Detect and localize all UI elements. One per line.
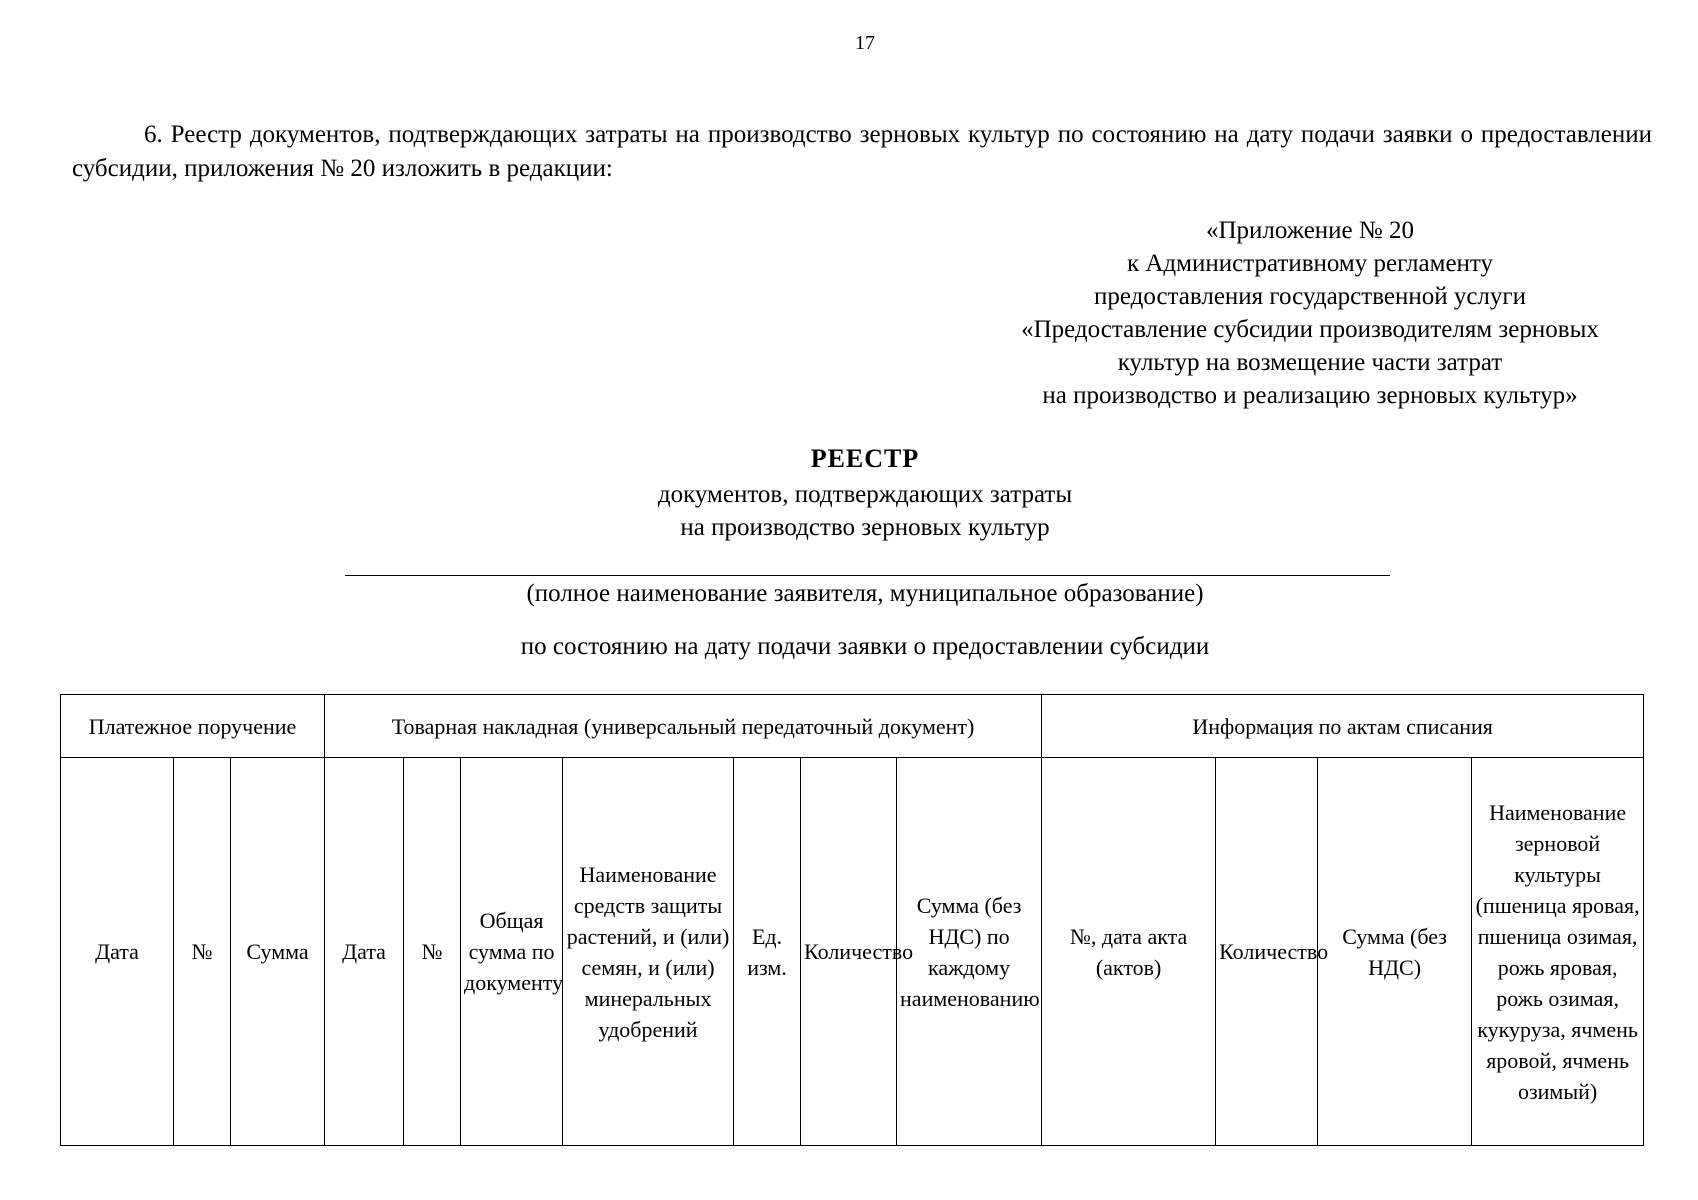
col-header-invoice-number: № xyxy=(404,758,461,1146)
appendix-line: к Административному регламенту xyxy=(1126,250,1494,277)
intro-paragraph: 6. Реестр документов, подтверждающих затраты на производство зерновых культур по состоянию на дату подачи заявки о предоставлении субсидии, приложения № 20 изложить в редакции: xyxy=(72,121,1652,182)
col-header-act-number-date: №, дата акта (актов) xyxy=(1042,758,1216,1146)
col-header-act-sum: Сумма (без НДС) xyxy=(1318,758,1472,1146)
appendix-line: предоставления государственной услуги xyxy=(1093,283,1527,310)
registry-table xyxy=(60,694,1644,1146)
col-header-act-crop: Наименование зерновой культуры (пшеница яровая, пшеница озимая, рожь яровая, рожь озимая, кукуруза, ячмень яровой, ячмень озимый) xyxy=(1472,758,1644,1146)
table-group-header-row xyxy=(61,695,1644,758)
col-header-invoice-sum: Сумма (без НДС) по каждому наименованию xyxy=(897,758,1042,1146)
col-header-invoice-total: Общая сумма по документу xyxy=(461,758,563,1146)
group-header-writeoff: Информация по актам списания xyxy=(1042,695,1644,758)
col-header-act-quantity: Количество xyxy=(1216,758,1318,1146)
registry-subtitle-line: документов, подтверждающих затраты xyxy=(657,481,1073,508)
registry-title: РЕЕСТР xyxy=(810,444,920,473)
appendix-line: на производство и реализацию зерновых культур» xyxy=(1042,382,1578,409)
col-header-invoice-item-name: Наименование средств защиты растений, и (или) семян, и (или) минеральных удобрений xyxy=(563,758,734,1146)
col-header-invoice-quantity: Количество xyxy=(801,758,897,1146)
col-header-payment-sum: Сумма xyxy=(231,758,325,1146)
applicant-fill-line xyxy=(345,575,1390,576)
col-header-payment-number: № xyxy=(174,758,231,1146)
appendix-line: «Приложение № 20 xyxy=(1205,217,1415,244)
registry-subtitle-line: на производство зерновых культур xyxy=(680,514,1050,541)
appendix-header xyxy=(980,214,1640,412)
col-header-payment-date: Дата xyxy=(61,758,174,1146)
col-header-invoice-date: Дата xyxy=(325,758,404,1146)
appendix-line: «Предоставление субсидии производителям зерновых xyxy=(1021,316,1599,343)
group-header-payment: Платежное поручение xyxy=(61,695,325,758)
col-header-invoice-unit: Ед. изм. xyxy=(734,758,801,1146)
appendix-line: культур на возмещение части затрат xyxy=(1117,349,1503,376)
table-column-header-row xyxy=(61,758,1644,1146)
group-header-invoice: Товарная накладная (универсальный передаточный документ) xyxy=(325,695,1042,758)
page-number: 17 xyxy=(855,32,875,54)
as-of-caption: по состоянию на дату подачи заявки о предоставлении субсидии xyxy=(520,633,1210,660)
registry-subtitle xyxy=(0,478,1698,544)
applicant-caption: (полное наименование заявителя, муниципальное образование) xyxy=(526,580,1204,607)
